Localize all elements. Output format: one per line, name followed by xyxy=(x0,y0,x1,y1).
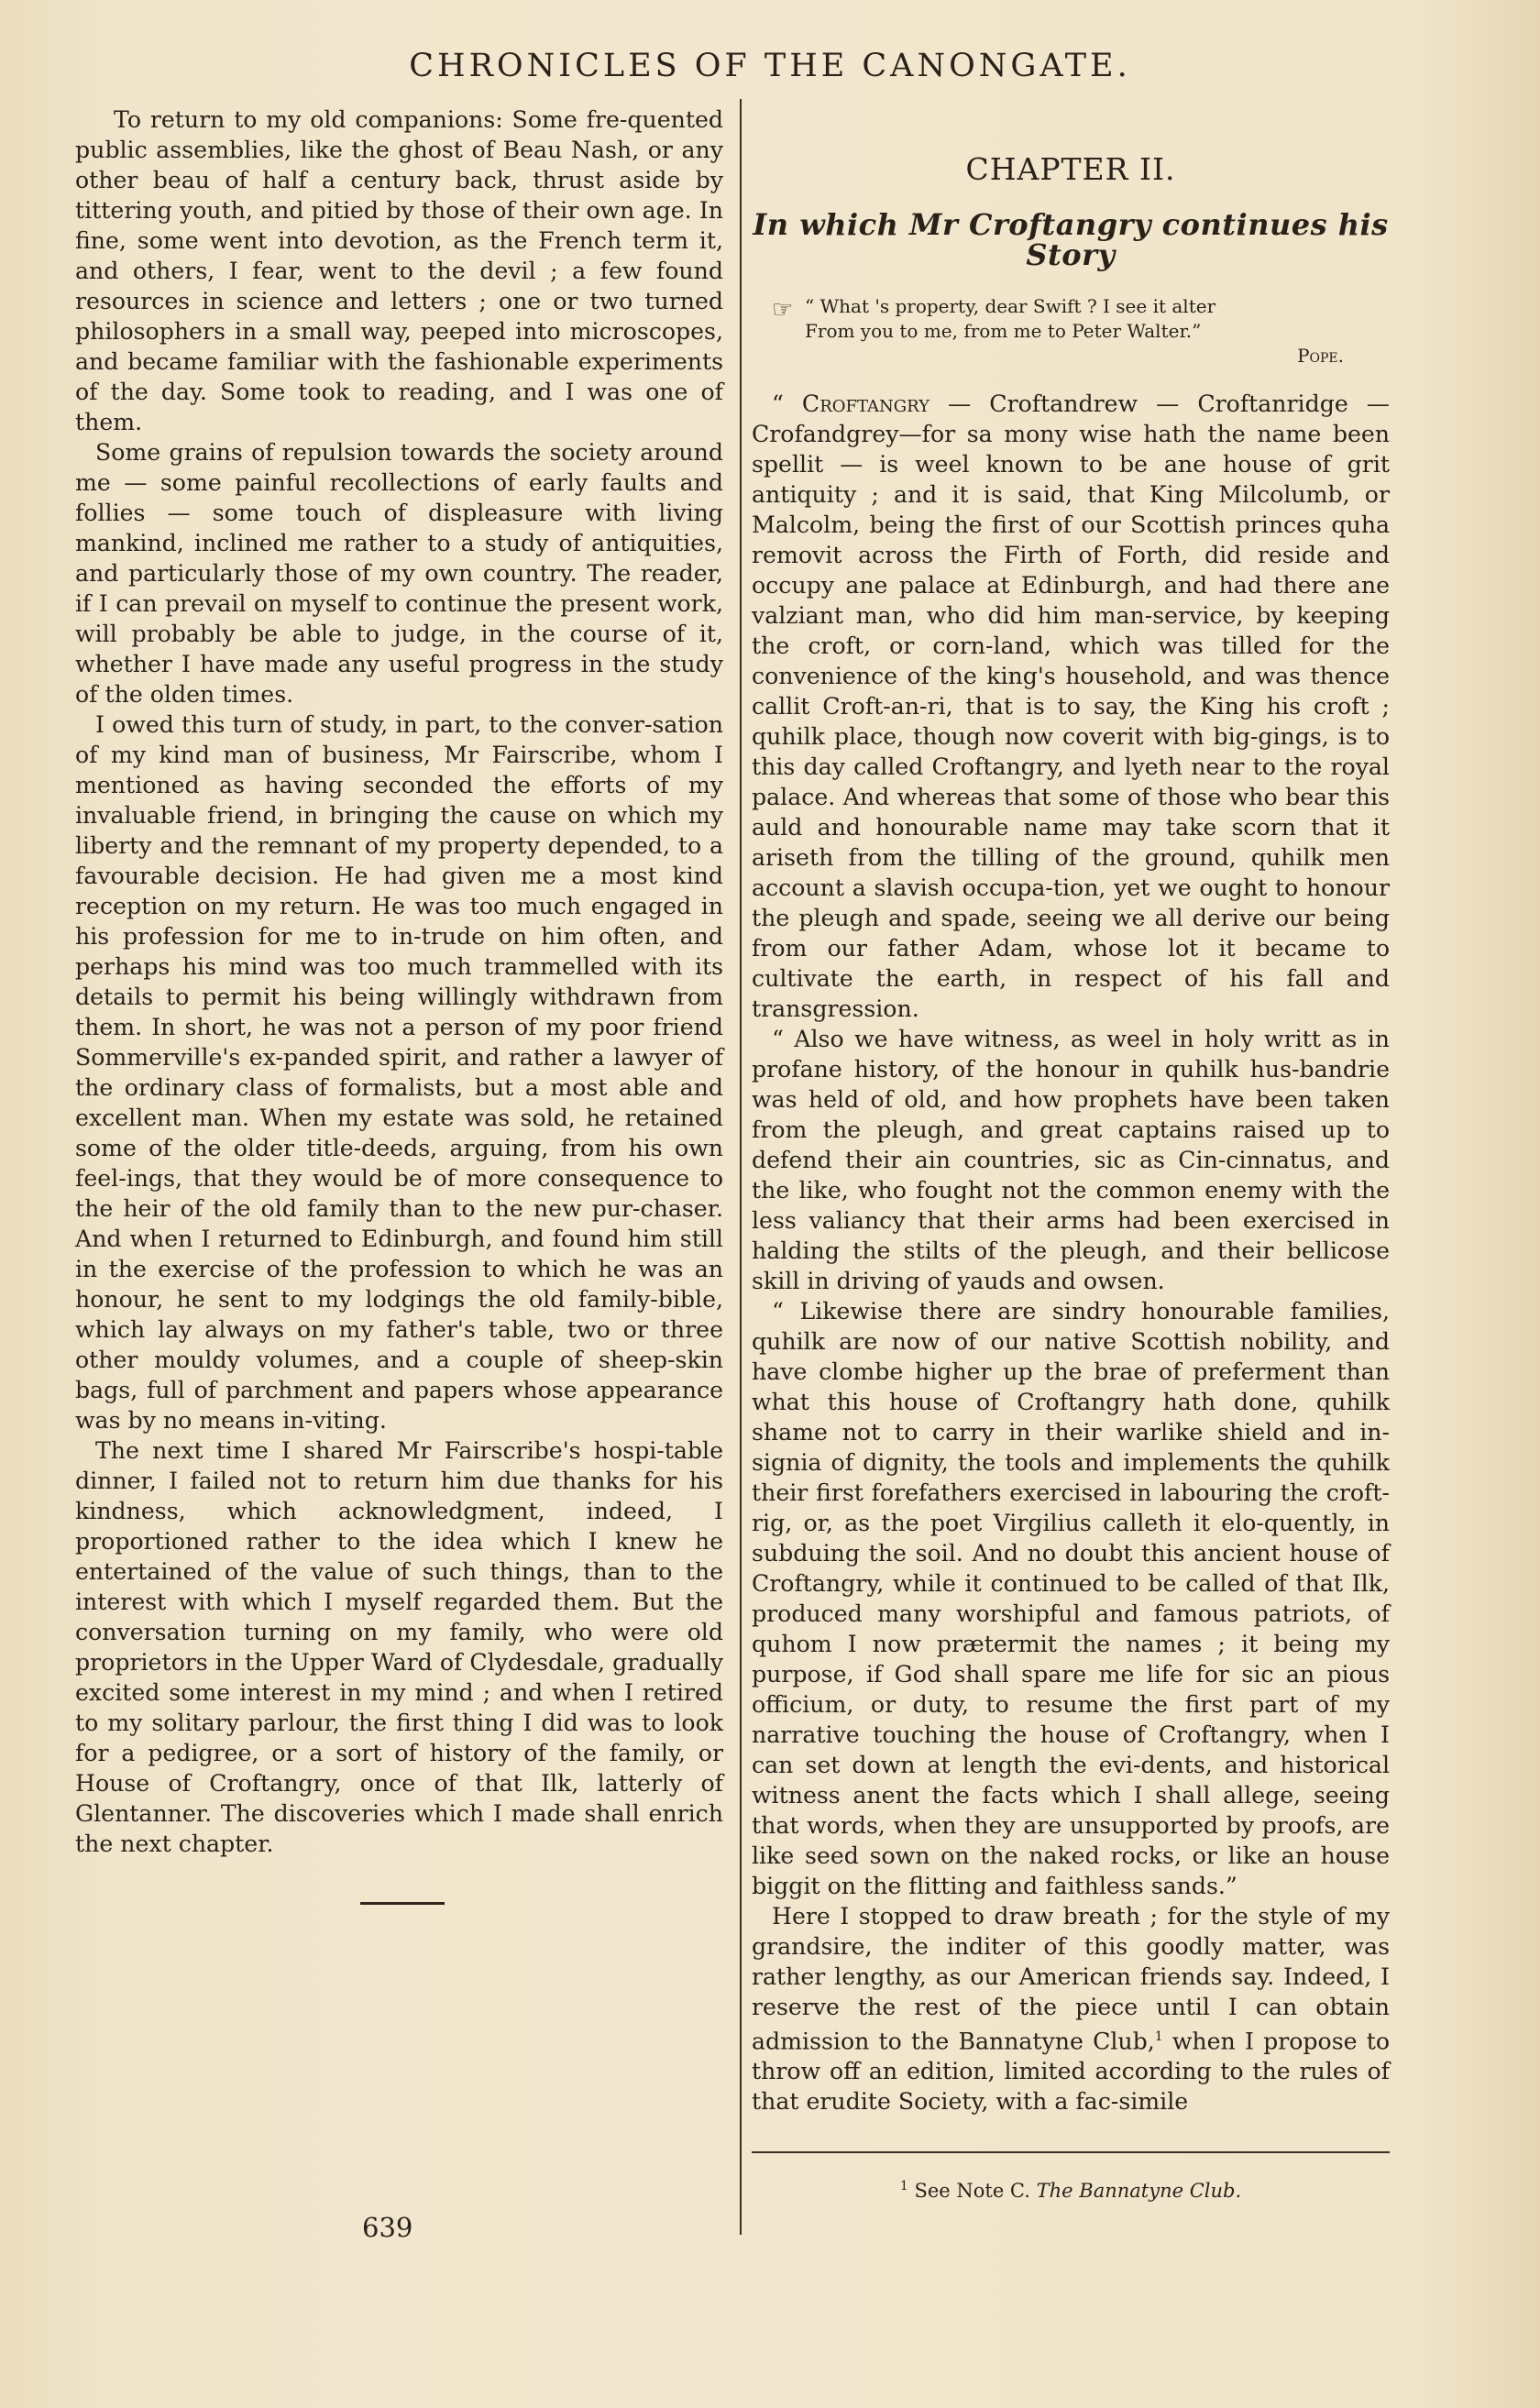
chapter-title: CHAPTER II. xyxy=(965,151,1176,187)
left-column xyxy=(75,104,723,1859)
footnote xyxy=(752,2179,1390,2202)
footnote-reference: 1 xyxy=(1154,2029,1163,2044)
pointing-hand-icon: ☞ xyxy=(772,296,794,324)
paragraph-text: when I propose to throw off an edition, limited according to the rules of that erudite Society, with a fac-simile xyxy=(752,2028,1390,2116)
paragraph: The next time I shared Mr Fairscribe's hospi-table dinner, I failed not to return him due thanks for his kindness, which acknowledgment, indeed, I proportioned rather to the idea which I knew he entertained of the value of such things, than to the interest with which I myself regarded them. But the conversation turning on my family, who were old proprietors in the Upper Ward of Clydesdale, gradually excited some interest in my mind ; and when I retired to my solitary parlour, the first thing I did was to look for a pedigree, or a sort of history of the family, or House of Croftangry, once of that Ilk, latterly of Glentanner. The discoveries which I made shall enrich the next chapter. xyxy=(75,1437,723,1857)
paragraph: “ Also we have witness, as weel in holy writt as in profane history, of the honour in quhilk hus-bandrie was held of old, and how prophets have been taken from the pleugh, and great captains raised up to defend their ain countries, sic as Cin-cinnatus, and the like, who fought not the common enemy with the less valiancy that their arms had been exercised in halding the stilts of the pleugh, and their bellicose skill in driving of yauds and owsen. xyxy=(752,1026,1390,1294)
epigraph-line: From you to me, from me to Peter Walter.” xyxy=(805,320,1202,342)
epigraph-line: “ What 's property, dear Swift ? I see it alter xyxy=(805,295,1216,317)
footnote-title: The Bannatyne Club. xyxy=(1036,2180,1242,2202)
paragraph: To return to my old companions: Some fre-quented public assemblies, like the ghost of Beau Nash, or any other beau of half a century back, thrust aside by tittering youth, and pitied by those of their own age. In fine, some went into devotion, as the French term it, and others, I fear, went to the devil ; a few found resources in science and letters ; one or two turned philosophers in a small way, peeped into microscopes, and became familiar with the fashionable experiments of the day. Some took to reading, and I was one of them. xyxy=(75,106,723,435)
epigraph xyxy=(752,294,1390,368)
running-head: CHRONICLES OF THE CANONGATE. xyxy=(409,48,1131,84)
paragraph-text: — Croftandrew — Croftanridge — Crofandgrey—for sa mony wise hath the name been spellit — is weel known to be ane house of grit antiquity ; and it is said, that King Milcolumb, or Malcolm, being the first of our Scottish princes quha removit across the Firth of Forth, did reside and occupy ane palace at Edinburgh, and had there ane valziant man, who did him man-service, by keeping the croft, or corn-land, which was tilled for the convenience of the king's household, and was thence callit Croft-an-ri, that is to say, the King his croft ; quhilk place, though now coverit with big-gings, is to this day called Croftangry, and lyeth near to the royal palace. And whereas that some of those who bear this auld and honourable name may take scorn that it ariseth from the tilling of the ground, quhilk men account a slavish occupa-tion, yet we ought to honour the pleugh and spade, seeing we all derive our being from our father Adam, whose lot it became to cultivate the earth, in respect of his fall and transgression. xyxy=(752,390,1390,1022)
footnote-marker: 1 xyxy=(899,2179,908,2194)
paragraph: I owed this turn of study, in part, to the conver-sation of my kind man of business, Mr Fairscribe, whom I mentioned as having seconded the efforts of my invaluable friend, in bringing the cause on which my liberty and the remnant of my property depended, to a favourable decision. He had given me a most kind reception on my return. He was too much engaged in his profession for me to in-trude on him often, and perhaps his mind was too much trammelled with its details to permit his being willingly withdrawn from them. In short, he was not a person of my poor friend Sommerville's ex-panded spirit, and rather a lawyer of the ordinary class of formalists, but a most able and excellent man. When my estate was sold, he retained some of the older title-deeds, arguing, from his own feel-ings, that they would be of more consequence to the heir of the old family than to the new pur-chaser. And when I returned to Edinburgh, and found him still in the exercise of the profession to which he was an honour, he sent to my lodgings the old family-bible, which lay always on my father's table, two or three other mouldy volumes, and a couple of sheep-skin bags, full of parchment and papers whose appearance was by no means in-viting. xyxy=(75,711,723,1434)
paragraph xyxy=(752,1901,1390,2117)
chapter-end-rule xyxy=(360,1902,445,1905)
column-divider xyxy=(740,99,742,2235)
paragraph: Some grains of repulsion towards the society around me — some painful recollections of early faults and follies — some touch of displeasure with living mankind, inclined me rather to a study of antiquities, and particularly those of my own country. The reader, if I can prevail on myself to continue the present work, will probably be able to judge, in the course of it, whether I have made any useful progress in the study of the olden times. xyxy=(75,439,723,708)
paragraph xyxy=(752,389,1390,1024)
page-number: 639 xyxy=(362,2212,413,2243)
paragraph-text: Here I stopped to draw breath ; for the style of my grandsire, the inditer of this goodly matter, was rather lengthy, as our American friends say. Indeed, I reserve the rest of the piece until I can obtain admission to the Bannatyne Club, xyxy=(752,1903,1390,2055)
paragraph: “ Likewise there are sindry honourable families, quhilk are now of our native Scottish nobility, and have clombe higher up the brae of preferment than what this house of Croftangry hath done, quhilk shame not to carry in their warlike shield and in-signia of dignity, the tools and implements the quhilk their first forefathers exercised in labouring the croft-rig, or, as the poet Virgilius calleth it elo-quently, in subduing the soil. And no doubt this ancient house of Croftangry, while it continued to be called of that Ilk, produced many worshipful and famous patriots, of quhom I now prætermit the names ; it being my purpose, if God shall spare me life for sic an pious officium, or duty, to resume the first part of my narrative touching the house of Croftangry, when I can set down at length the evi-dents, and historical witness anent the facts which I shall allege, seeing that words, when they are unsupported by proofs, are like seed sown on the naked rocks, or like an house biggit on the flitting and faithless sands.” xyxy=(752,1298,1390,1899)
footnote-rule xyxy=(752,2151,1390,2153)
right-column xyxy=(752,104,1390,2117)
chapter-subtitle: In which Mr Croftangry continues his Story xyxy=(753,207,1389,272)
footnote-text: See Note C. xyxy=(914,2180,1030,2202)
epigraph-attribution: Pope. xyxy=(1297,345,1344,367)
opening-word: “ Croftangry xyxy=(772,390,930,417)
